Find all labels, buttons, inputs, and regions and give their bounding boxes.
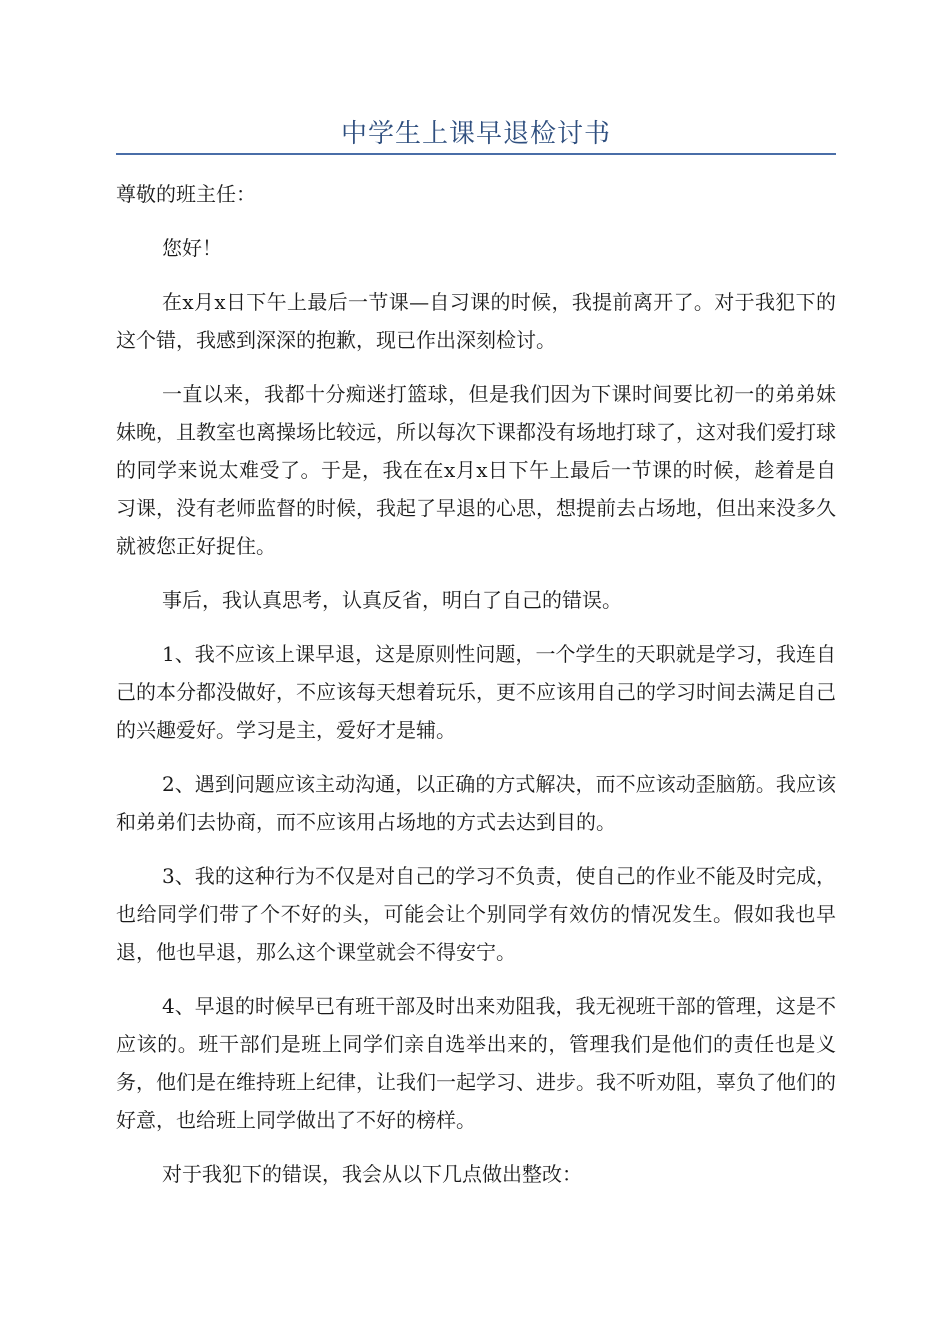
list-item-paragraph: 1、我不应该上课早退，这是原则性问题，一个学生的天职就是学习，我连自己的本分都没做好，不应该每天想着玩乐，更不应该用自己的学习时间去满足自己的兴趣爱好。学习是主，爱好才是辅。 (116, 642, 836, 742)
title-underline (116, 153, 836, 155)
document-body (116, 175, 836, 1209)
body-paragraph: 在x月x日下午上最后一节课—自习课的时候，我提前离开了。对于我犯下的这个错，我感到深深的抱歉，现已作出深刻检讨。 (116, 290, 836, 352)
body-paragraph: 对于我犯下的错误，我会从以下几点做出整改： (162, 1162, 582, 1186)
list-item-paragraph: 4、早退的时候早已有班干部及时出来劝阻我，我无视班干部的管理，这是不应该的。班干部们是班上同学们亲自选举出来的，管理我们是他们的责任也是义务，他们是在维持班上纪律，让我们一起学习、进步。我不听劝阻，辜负了他们的好意，也给班上同学做出了不好的榜样。 (116, 994, 836, 1132)
document-title: 中学生上课早退检讨书 (340, 119, 611, 149)
salutation: 尊敬的班主任： (116, 182, 256, 206)
list-item-paragraph: 3、我的这种行为不仅是对自己的学习不负责，使自己的作业不能及时完成，也给同学们带了个不好的头，可能会让个别同学有效仿的情况发生。假如我也早退，他也早退，那么这个课堂就会不得安宁。 (116, 864, 836, 964)
body-paragraph: 事后，我认真思考，认真反省，明白了自己的错误。 (162, 588, 622, 612)
greeting-paragraph: 您好！ (162, 236, 222, 260)
body-paragraph: 一直以来，我都十分痴迷打篮球，但是我们因为下课时间要比初一的弟弟妹妹晚，且教室也离操场比较远，所以每次下课都没有场地打球了，这对我们爱打球的同学来说太难受了。于是，我在在x月x日下午上最后一节课的时候，趁着是自习课，没有老师监督的时候，我起了早退的心思，想提前去占场地，但出来没多久就被您正好捉住。 (116, 382, 836, 558)
list-item-paragraph: 2、遇到问题应该主动沟通，以正确的方式解决，而不应该动歪脑筋。我应该和弟弟们去协商，而不应该用占场地的方式去达到目的。 (116, 772, 836, 834)
